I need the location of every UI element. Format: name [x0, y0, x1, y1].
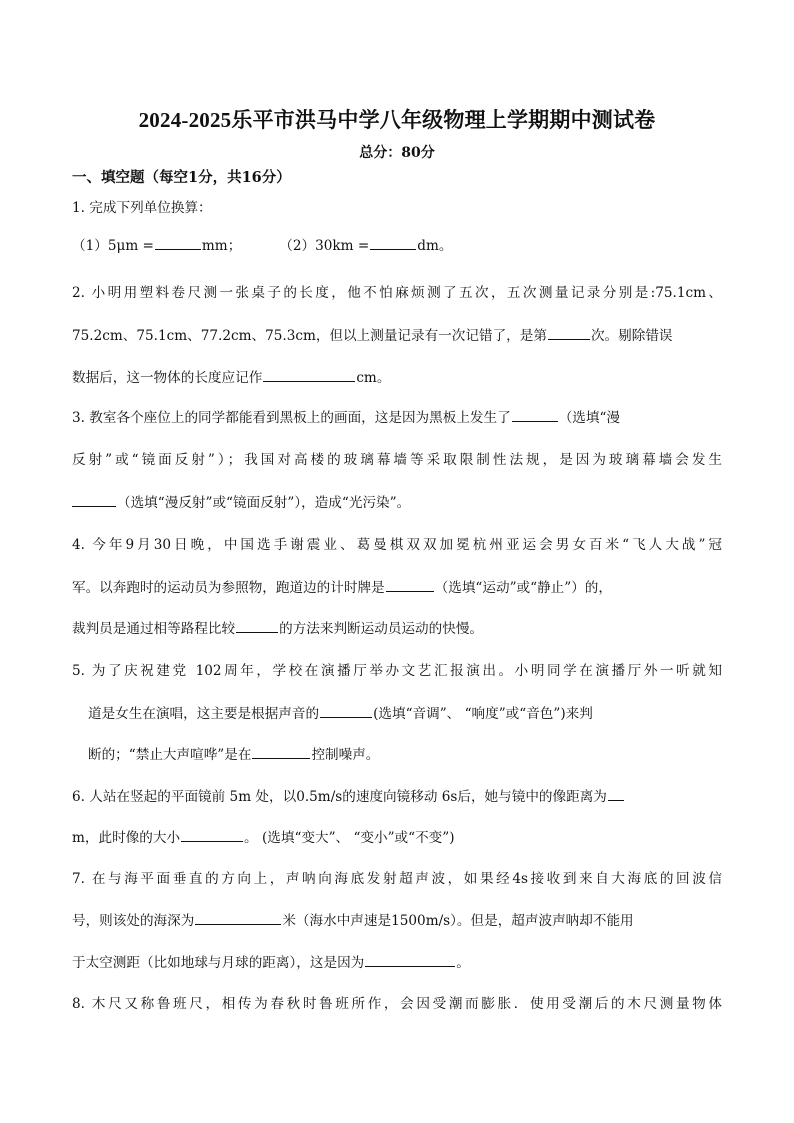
question-6-line-2: m，此时像的大小 。 (选填“变大”、 “变小”或“不变”) [72, 827, 722, 848]
question-3-line-1: 3. 教室各个座位上的同学都能看到黑板上的画面，这是因为黑板上发生了 （选填“漫 [72, 407, 722, 428]
answer-blank[interactable] [365, 952, 455, 967]
question-1-unit-1: mm； [201, 238, 242, 254]
question-1-unit-2: dm。 [417, 238, 453, 254]
exam-title: 2024-2025乐平市洪马中学八年级物理上学期期中测试卷 [138, 108, 656, 132]
question-2-line-3: 数据后，这一物体的长度应记作 cm。 [72, 367, 722, 388]
answer-blank[interactable] [252, 744, 310, 759]
answer-blank[interactable] [236, 618, 278, 633]
question-2-line-1: 2. 小明用塑料卷尺测一张桌子的长度，他不怕麻烦测了五次，五次测量记录分别是:75.1cm、 [72, 285, 722, 301]
question-5-line-3: 断的；“禁止大声喧哗”是在 控制噪声。 [88, 744, 738, 765]
answer-blank[interactable] [512, 407, 558, 422]
question-5-line-1: 5. 为了庆祝建党 102周年，学校在演播厅举办文艺汇报演出。小明同学在演播厅外一听就知 [72, 663, 722, 679]
answer-blank[interactable] [548, 325, 590, 340]
question-2-line-2: 75.2cm、75.1cm、77.2cm、75.3cm，但以上测量记录有一次记错了，是第 次。剔除错误 [72, 325, 722, 346]
question-3-line-2: 反射”或“镜面反射”）；我国对高楼的玻璃幕墙等采取限制性法规，是因为玻璃幕墙会发生 [72, 452, 722, 468]
question-1-text: 1. 完成下列单位换算： [72, 200, 212, 216]
total-score: 总分：80分 [359, 145, 435, 161]
answer-blank[interactable] [386, 577, 434, 592]
answer-blank[interactable] [72, 492, 116, 507]
question-6-line-1: 6. 人站在竖起的平面镜前 5m 处，以0.5m/s的速度向镜移动 6s后，她与镜中的像距离为 [72, 786, 722, 807]
question-1-line-2 [72, 235, 722, 256]
question-1-part-1: （1）5μm = [72, 238, 154, 254]
answer-blank[interactable] [263, 367, 355, 382]
answer-blank[interactable] [320, 703, 372, 718]
answer-blank[interactable] [608, 786, 624, 801]
question-4-line-3: 裁判员是通过相等路程比较 的方法来判断运动员运动的快慢。 [72, 618, 722, 639]
question-7-line-3: 于太空测距（比如地球与月球的距离），这是因为 。 [72, 952, 722, 973]
question-4-line-2: 军。以奔跑时的运动员为参照物，跑道边的计时牌是 （选填“运动”或“静止”）的， [72, 577, 722, 598]
answer-blank[interactable] [370, 235, 416, 250]
question-7-line-2: 号，则该处的海深为 米（海水中声速是1500m/s）。但是，超声波声呐却不能用 [72, 910, 722, 931]
question-1-line-1 [72, 198, 722, 218]
question-5-line-2: 道是女生在演唱，这主要是根据声音的 (选填“音调”、 “响度”或“音色”)来判 [88, 703, 738, 724]
question-8-line-1: 8. 木尺又称鲁班尺，相传为春秋时鲁班所作，会因受潮而膨胀．使用受潮后的木尺测量物体 [72, 996, 722, 1012]
question-3-line-3: （选填“漫反射”或“镜面反射”），造成“光污染”。 [72, 492, 722, 513]
answer-blank[interactable] [195, 910, 281, 925]
question-7-line-1: 7. 在与海平面垂直的方向上，声呐向海底发射超声波，如果经4s接收到来自大海底的回波信 [72, 871, 722, 887]
question-1-part-2: （2）30km = [279, 238, 370, 254]
question-4-line-1: 4. 今年9月30日晚，中国选手谢震业、葛曼棋双双加冕杭州亚运会男女百米“飞人大战”冠 [72, 537, 722, 553]
answer-blank[interactable] [181, 827, 243, 842]
section-heading: 一、填空题（每空1分，共16分） [72, 169, 291, 186]
answer-blank[interactable] [155, 235, 201, 250]
